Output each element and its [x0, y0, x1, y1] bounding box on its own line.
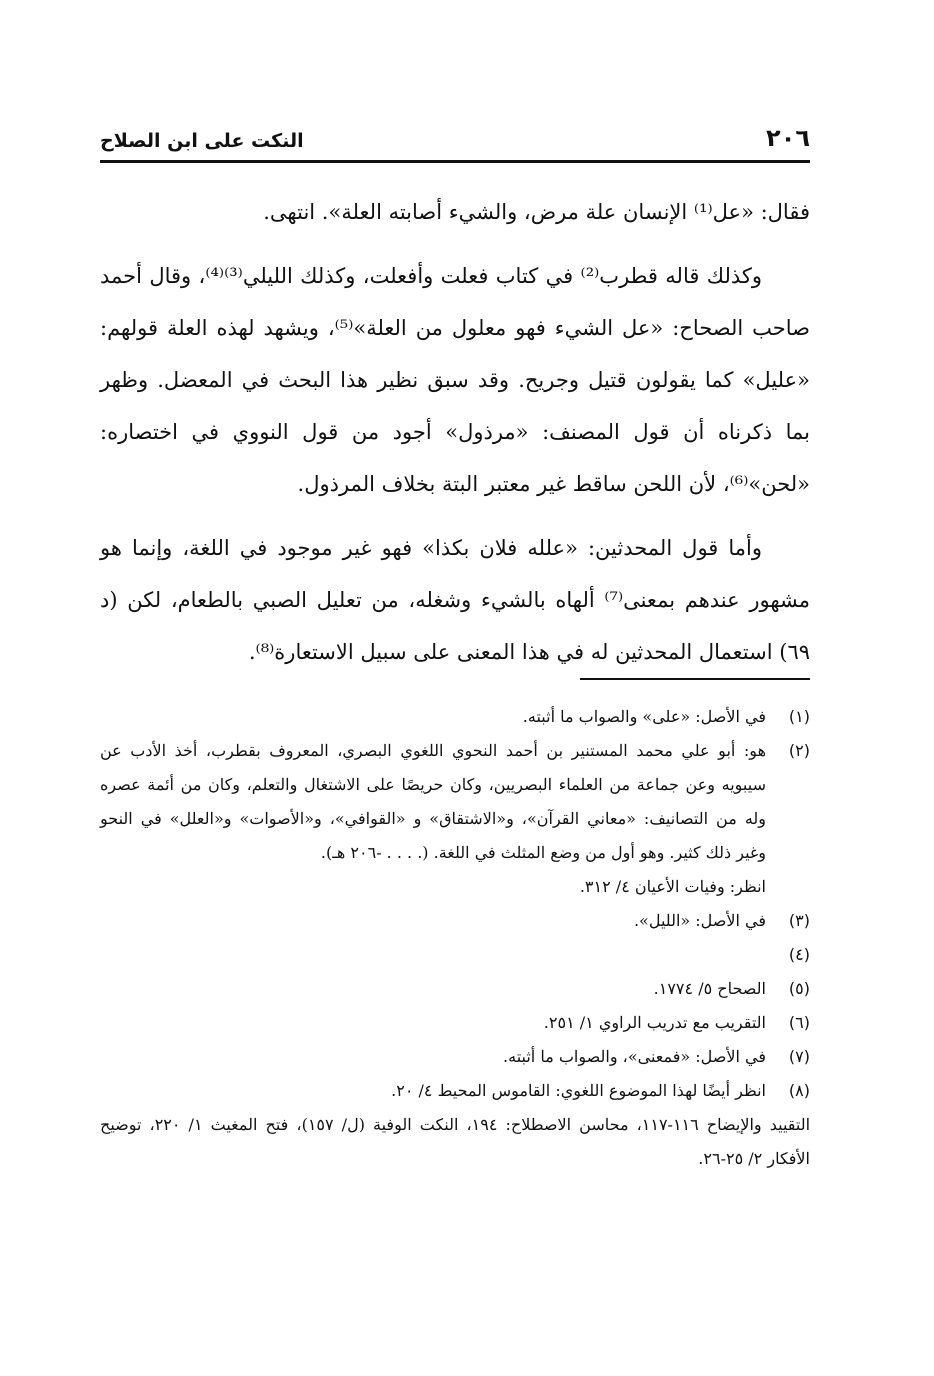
footnote-text: في الأصل: «فمعنى»، والصواب ما أثبته. — [503, 1047, 766, 1066]
footnote-number: (٢) — [788, 741, 810, 760]
paragraph: وكذلك قاله قطرب⁽²⁾ في كتاب فعلت وأفعلت، وكذلك الليلي⁽³⁾⁽⁴⁾، وقال أحمد صاحب الصحاح: «عل الشيء فهو معلول من العلة»⁽⁵⁾، ويشهد لهذه العلة قولهم: «عليل» كما يقولون قتيل وجريح. وقد سبق نظير هذا البحث في المعضل. وظهر بما ذكرناه أن قول المصنف: «مرذول» أجود من قول النووي في اختصاره: «لحن»⁽⁶⁾، لأن اللحن ساقط غير معتبر البتة بخلاف المرذول. — [100, 264, 810, 496]
page-header — [100, 118, 810, 152]
running-title: النكت على ابن الصلاح — [100, 130, 304, 152]
footnote-number: (٥) — [788, 979, 810, 998]
footnote-number: (١) — [788, 707, 810, 726]
footnote-number: (٨) — [788, 1081, 810, 1100]
page-number: ٢٠٦ — [766, 124, 810, 152]
main-text — [100, 186, 810, 690]
footnote-number: (٦) — [788, 1013, 810, 1032]
footnote-number: (٣) — [788, 911, 810, 930]
footnote — [100, 938, 810, 972]
footnote-continuation: التقييد والإيضاح ١١٦-١١٧، محاسن الاصطلاح: ١٩٤، النكت الوفية (ل/ ١٥٧)، فتح المغيث ١/ ٢٢٠، توضيح الأفكار ٢/ ٢٥-٢٦. — [100, 1115, 811, 1168]
footnote-number: (٧) — [788, 1047, 810, 1066]
footnote-text: في الأصل: «الليل». — [633, 911, 766, 930]
footnote — [100, 972, 810, 1006]
footnote — [100, 700, 810, 734]
paragraph: فقال: «عل⁽¹⁾ الإنسان علة مرض، والشيء أصابته العلة». انتهى. — [263, 200, 810, 224]
footnote — [100, 1074, 810, 1108]
footnote — [100, 870, 810, 904]
footnotes — [100, 700, 810, 1176]
footnote-text: انظر أيضًا لهذا الموضوع اللغوي: القاموس المحيط ٤/ ٢٠. — [391, 1081, 766, 1100]
footnote-separator — [580, 678, 810, 680]
footnote-text: في الأصل: «على» والصواب ما أثبته. — [522, 707, 766, 726]
footnote — [100, 904, 810, 938]
footnote-text: التقريب مع تدريب الراوي ١/ ٢٥١. — [543, 1013, 766, 1032]
footnote-number: (٤) — [788, 945, 810, 964]
header-rule — [100, 160, 810, 163]
footnote-text: انظر: وفيات الأعيان ٤/ ٣١٢. — [579, 877, 766, 896]
footnote — [100, 734, 810, 870]
paragraph: وأما قول المحدثين: «علله فلان بكذا» فهو غير موجود في اللغة، وإنما هو مشهور عندهم بمعنى⁽⁷⁾ ألهاه بالشيء وشغله، من تعليل الصبي بالطعام، لكن (د ٦٩) استعمال المحدثين له في هذا المعنى على سبيل الاستعارة⁽⁸⁾. — [100, 536, 810, 664]
footnote — [100, 1040, 810, 1074]
footnote-text: هو: أبو علي محمد المستنير بن أحمد النحوي اللغوي البصري، المعروف بقطرب، أخذ الأدب عن سيبويه وعن جماعة من العلماء البصريين، وكان حريصًا على الاشتغال والتعلم، وكان من أئمة عصره وله من التصانيف: «معاني القرآن»، و«الاشتقاق» و «القوافي»، و«الأصوات» و«العلل» في النحو وغير ذلك كثير. وهو أول من وضع المثلث في اللغة. (. . . . -٢٠٦ هـ). — [100, 741, 766, 862]
footnote — [100, 1006, 810, 1040]
footnote-text: الصحاح ٥/ ١٧٧٤. — [653, 979, 766, 998]
